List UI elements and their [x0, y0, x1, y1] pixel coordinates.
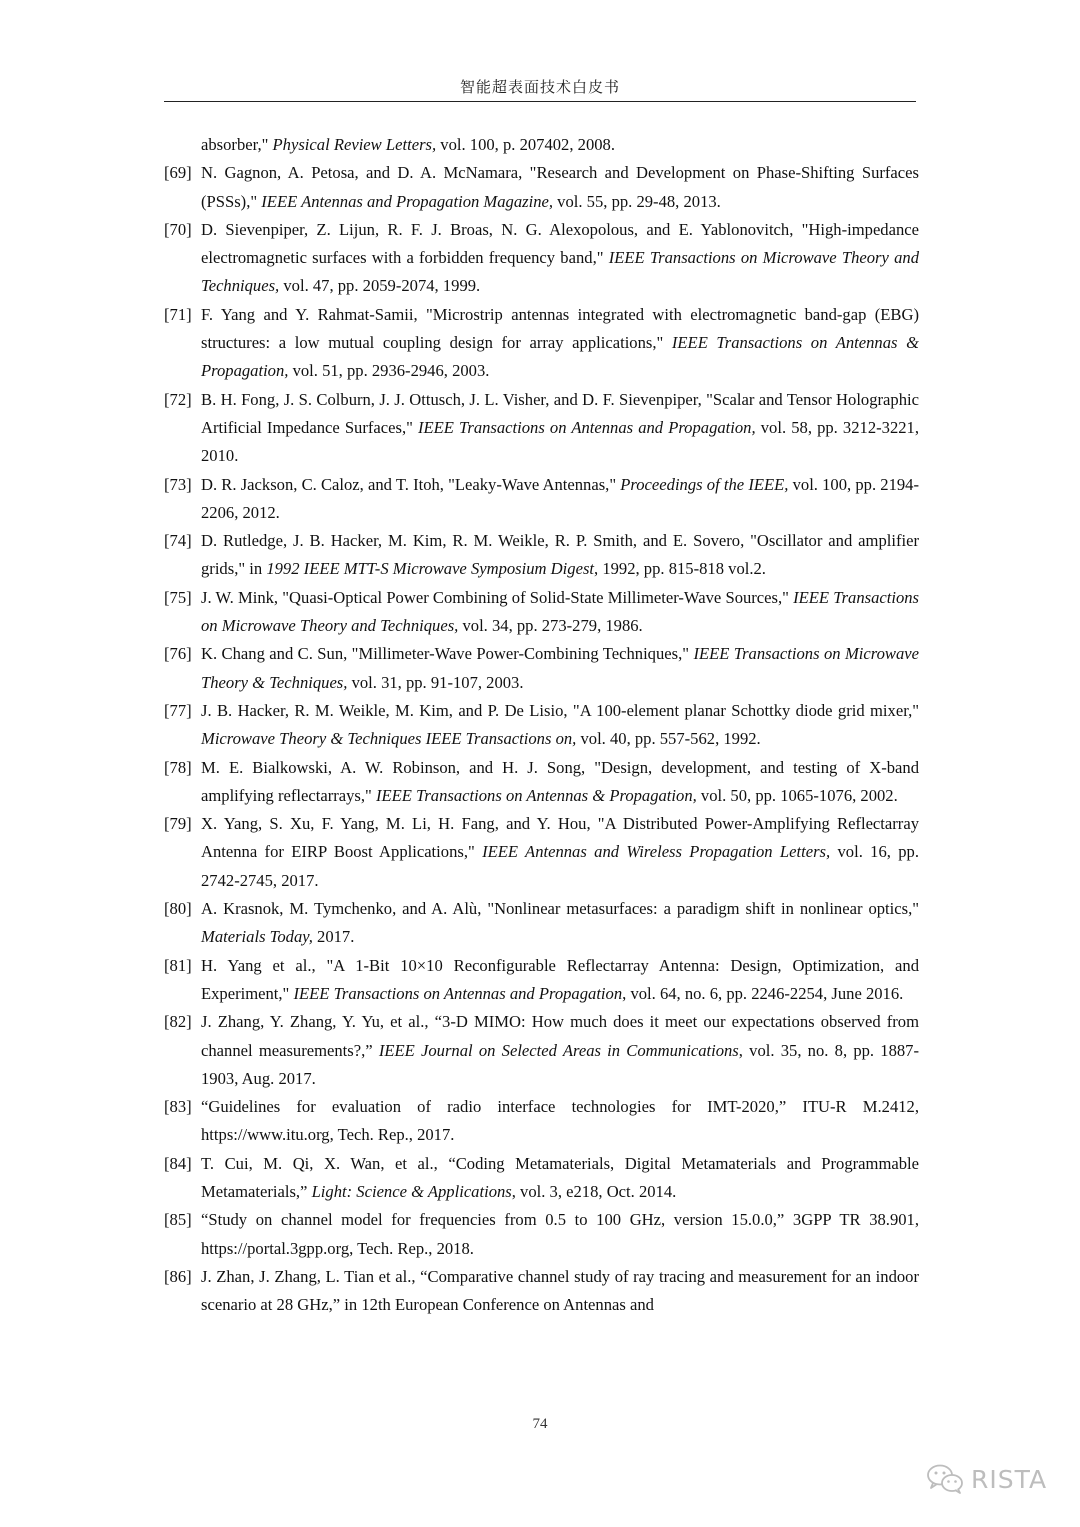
reference-segment: H. Yang et al., "A 1-Bit 10×10 Reconfigurable Reflectarray Antenna: Design, Optimization, and Experiment," — [201, 955, 919, 1003]
reference-item — [164, 301, 919, 386]
reference-segment: J. B. Hacker, R. M. Weikle, M. Kim, and P. De Lisio, "A 100-element planar Schottky diode grid mixer," — [201, 700, 919, 720]
reference-segment: , vol. 3, e218, Oct. 2014. — [511, 1181, 677, 1201]
reference-segment: D. Sievenpiper, Z. Lijun, R. F. J. Broas, N. G. Alexopolous, and E. Yablonovitch, "High-impedance electromagnetic surfaces with a forbidden frequency band," — [201, 219, 919, 268]
reference-text — [201, 386, 919, 471]
reference-segment: vol. 58, pp. 3212-3221, 2010. — [201, 417, 919, 466]
reference-item — [164, 810, 919, 895]
header-rule — [164, 101, 916, 102]
reference-segment: vol. 100, pp. 2194-2206, 2012. — [201, 474, 919, 522]
reference-item — [164, 584, 919, 641]
reference-segment: vol. 55, pp. 29-48, 2013. — [553, 191, 721, 211]
reference-segment: vol. 50, pp. 1065-1076, 2002. — [696, 785, 898, 805]
reference-text — [201, 754, 919, 811]
reference-number: [83] — [164, 1097, 192, 1117]
reference-venue: IEEE Transactions on Antennas & Propagation, — [375, 785, 697, 805]
reference-number: [86] — [164, 1266, 192, 1286]
reference-number: [76] — [164, 644, 192, 664]
reference-number: [72] — [164, 389, 192, 409]
reference-venue: Microwave Theory & Techniques IEEE Transactions on, — [201, 729, 577, 749]
reference-segment: D. Rutledge, J. B. Hacker, M. Kim, R. M. Weikle, R. P. Smith, and E. Sovero, "Oscillator and amplifier grids," in — [201, 531, 919, 579]
reference-item — [164, 159, 919, 216]
reference-segment: J. Zhan, J. Zhang, L. Tian et al., “Comparative channel study of ray tracing and measurement for an indoor scenario at 28 GHz,” in 12th European Conference on Antennas and — [201, 1266, 919, 1315]
reference-segment: vol. 47, pp. 2059-2074, 1999. — [279, 276, 481, 296]
reference-item — [164, 640, 919, 697]
reference-segment: , vol. 35, no. 8, pp. 1887-1903, Aug. 2017. — [201, 1040, 919, 1088]
reference-venue: IEEE Antennas and Propagation Magazine, — [261, 191, 554, 211]
reference-segment: vol. 51, pp. 2936-2946, 2003. — [288, 361, 490, 381]
reference-venue: Light: Science & Applications — [311, 1181, 512, 1201]
reference-segment: A. Krasnok, M. Tymchenko, and A. Alù, "Nonlinear metasurfaces: a paradigm shift in nonlinear optics," — [201, 899, 919, 919]
reference-segment: J. W. Mink, "Quasi-Optical Power Combining of Solid-State Millimeter-Wave Sources," — [201, 587, 794, 607]
reference-text — [201, 527, 919, 584]
reference-segment: “Guidelines for evaluation of radio interface technologies for IMT-2020,” ITU-R M.2412, https://www.itu.org, Tech. Rep., 2017. — [201, 1097, 919, 1145]
running-header: 智能超表面技术白皮书 — [459, 78, 620, 96]
reference-number: [79] — [164, 814, 192, 834]
watermark — [925, 1462, 1047, 1496]
reference-item — [164, 697, 919, 754]
reference-text — [201, 1206, 919, 1263]
reference-item — [164, 471, 919, 528]
reference-segment: , vol. 64, no. 6, pp. 2246-2254, June 2016. — [622, 983, 904, 1003]
reference-item — [164, 754, 919, 811]
reference-venue: IEEE Transactions on Antennas and Propagation, — [418, 417, 756, 437]
reference-segment: M. E. Bialkowski, A. W. Robinson, and H. J. Song, "Design, development, and testing of X-band amplifying reflectarrays," — [201, 757, 919, 805]
reference-segment: vol. 31, pp. 91-107, 2003. — [347, 672, 524, 692]
reference-venue: Proceedings of the IEEE, — [620, 474, 789, 494]
reference-text — [201, 471, 919, 528]
reference-number: [85] — [164, 1210, 192, 1230]
reference-venue: Materials Today, — [201, 927, 313, 947]
reference-venue: 1992 IEEE MTT-S Microwave Symposium Digest — [266, 559, 595, 579]
reference-text — [201, 216, 919, 301]
watermark-text: RISTA — [971, 1464, 1048, 1494]
wechat-icon — [925, 1462, 965, 1496]
reference-venue: IEEE Transactions on Microwave Theory and Techniques, — [201, 248, 919, 296]
reference-text — [201, 1263, 919, 1320]
reference-segment: F. Yang and Y. Rahmat-Samii, "Microstrip antennas integrated with electromagnetic band-gap (EBG) structures: a low mutual coupling design for array applications," — [201, 304, 919, 353]
reference-item — [164, 1206, 919, 1263]
reference-item — [164, 1150, 919, 1207]
reference-text — [201, 952, 919, 1009]
reference-number: [78] — [164, 757, 192, 777]
reference-item — [164, 527, 919, 584]
reference-venue: IEEE Antennas and Wireless Propagation Letters, — [482, 842, 831, 862]
reference-text — [201, 640, 919, 697]
reference-number: [69] — [164, 163, 192, 183]
reference-text — [201, 895, 919, 952]
reference-segment: B. H. Fong, J. S. Colburn, J. J. Ottusch, J. L. Visher, and D. F. Sievenpiper, "Scalar and Tensor Holographic Artificial Impedance Surfaces," — [201, 389, 919, 437]
reference-text — [201, 697, 919, 754]
reference-segment: T. Cui, M. Qi, X. Wan, et al., “Coding Metamaterials, Digital Metamaterials and Programmable Metamaterials,” — [201, 1153, 919, 1201]
reference-segment: X. Yang, S. Xu, F. Yang, M. Li, H. Fang, and Y. Hou, "A Distributed Power-Amplifying Reflectarray Antenna for EIRP Boost Applications," — [201, 814, 919, 862]
reference-item — [164, 1263, 919, 1320]
reference-item — [164, 131, 919, 159]
reference-text — [201, 131, 919, 159]
reference-text — [201, 1008, 919, 1093]
reference-number: [80] — [164, 899, 192, 919]
reference-text — [201, 1093, 919, 1150]
reference-item — [164, 1093, 919, 1150]
reference-segment: vol. 16, pp. 2742-2745, 2017. — [201, 842, 919, 890]
reference-segment: K. Chang and C. Sun, "Millimeter-Wave Power-Combining Techniques," — [201, 644, 694, 664]
reference-text — [201, 1150, 919, 1207]
reference-number: [81] — [164, 955, 192, 975]
reference-number: [70] — [164, 219, 192, 239]
reference-number: [82] — [164, 1012, 192, 1032]
reference-venue: IEEE Transactions on Microwave Theory & Techniques, — [201, 644, 919, 692]
reference-segment: vol. 40, pp. 557-562, 1992. — [576, 729, 761, 749]
reference-number: [77] — [164, 700, 192, 720]
reference-venue: IEEE Transactions on Antennas & Propagation, — [201, 333, 919, 381]
reference-venue: IEEE Transactions on Antennas and Propagation — [293, 983, 623, 1003]
reference-number: [73] — [164, 474, 192, 494]
reference-venue: IEEE Transactions on Microwave Theory and Techniques, — [201, 587, 920, 636]
reference-number: [84] — [164, 1153, 192, 1173]
reference-segment: , 1992, pp. 815-818 vol.2. — [594, 559, 766, 579]
reference-segment: “Study on channel model for frequencies from 0.5 to 100 GHz, version 15.0.0,” 3GPP TR 38.901, https://portal.3gpp.org, Tech. Rep., 2018. — [201, 1210, 919, 1258]
reference-segment: vol. 34, pp. 273-279, 1986. — [458, 616, 643, 636]
page-number: 74 — [532, 1416, 548, 1432]
reference-number: [75] — [164, 587, 192, 607]
reference-item — [164, 386, 919, 471]
reference-segment: D. R. Jackson, C. Caloz, and T. Itoh, "Leaky-Wave Antennas," — [201, 474, 621, 494]
reference-text — [201, 584, 919, 641]
reference-number: [74] — [164, 531, 192, 551]
reference-text — [201, 159, 919, 216]
reference-text — [201, 301, 919, 386]
reference-list — [164, 131, 919, 1319]
reference-venue: Physical Review Letters, — [272, 135, 437, 154]
reference-item — [164, 216, 919, 301]
reference-segment: 2017. — [312, 927, 355, 947]
reference-item — [164, 895, 919, 952]
reference-number: [71] — [164, 304, 192, 324]
reference-segment: absorber," — [201, 135, 273, 154]
reference-segment: J. Zhang, Y. Zhang, Y. Yu, et al., “3-D MIMO: How much does it meet our expectations observed from channel measurements?,” — [201, 1012, 919, 1060]
reference-segment: vol. 100, p. 207402, 2008. — [436, 135, 615, 154]
reference-text — [201, 810, 919, 895]
reference-item — [164, 952, 919, 1009]
reference-venue: IEEE Journal on Selected Areas in Communications — [378, 1040, 739, 1060]
reference-segment: N. Gagnon, A. Petosa, and D. A. McNamara, "Research and Development on Phase-Shifting Surfaces (PSSs)," — [201, 163, 919, 211]
reference-item — [164, 1008, 919, 1093]
